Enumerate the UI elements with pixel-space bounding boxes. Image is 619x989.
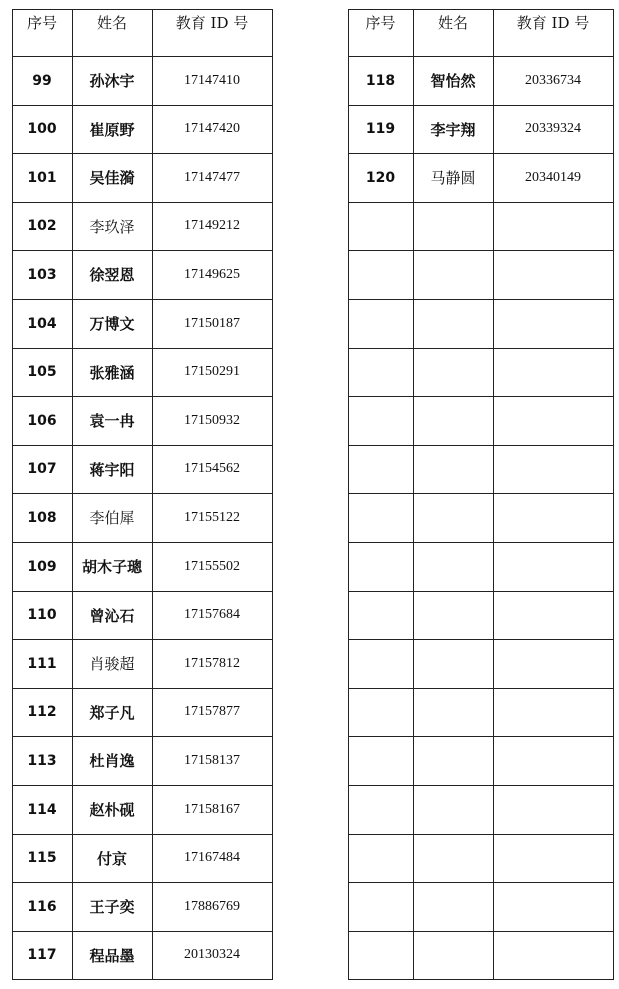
left-row-edu-id: 17150932 — [184, 412, 240, 428]
grid-hline — [348, 396, 614, 397]
left-row-seq: 116 — [27, 898, 57, 915]
grid-hline — [348, 542, 614, 543]
left-row-seq: 114 — [27, 801, 57, 818]
left-header-edu-id: 教育 ID 号 — [175, 14, 249, 32]
left-row-name: 曾沁石 — [89, 606, 135, 625]
left-row-edu-id: 17158167 — [184, 801, 240, 817]
left-row-name: 吴佳漪 — [89, 169, 135, 187]
right-header-name: 姓名 — [437, 14, 468, 32]
left-row-name: 徐翌恩 — [89, 266, 135, 284]
left-row-edu-id: 17149625 — [184, 266, 240, 282]
left-header-seq: 序号 — [26, 14, 57, 32]
left-row-edu-id: 17155502 — [184, 558, 240, 574]
left-row-name: 胡木子璁 — [81, 558, 142, 576]
left-row-seq: 100 — [27, 121, 57, 137]
grid-vline — [272, 9, 273, 980]
left-row-seq: 108 — [27, 509, 57, 526]
left-row-edu-id: 17147477 — [184, 169, 240, 185]
left-row-seq: 102 — [27, 218, 57, 234]
grid-hline — [348, 785, 614, 786]
left-row-seq: 103 — [27, 266, 57, 283]
left-row-seq: 106 — [27, 412, 57, 429]
right-row-edu-id: 20340149 — [525, 169, 581, 185]
left-row-edu-id: 17157812 — [184, 655, 240, 671]
grid-hline — [348, 931, 614, 932]
left-row-edu-id: 20130324 — [184, 947, 240, 962]
left-row-edu-id: 17158137 — [184, 752, 240, 768]
right-header-seq: 序号 — [365, 14, 396, 32]
left-row-seq: 107 — [27, 461, 57, 477]
grid-hline — [348, 299, 614, 300]
grid-hline — [348, 834, 614, 835]
left-row-seq: 104 — [27, 315, 57, 332]
right-row-name: 智怡然 — [430, 72, 476, 90]
left-row-edu-id: 17150187 — [184, 315, 240, 331]
grid-hline — [348, 202, 614, 203]
left-row-edu-id: 17155122 — [184, 509, 240, 525]
left-row-name: 万博文 — [89, 315, 135, 333]
left-row-edu-id: 17154562 — [184, 461, 240, 476]
grid-vline — [613, 9, 614, 980]
right-row-seq: 120 — [365, 169, 396, 186]
left-row-name: 崔原野 — [89, 120, 135, 139]
left-row-seq: 99 — [32, 72, 52, 89]
left-row-seq: 109 — [27, 558, 57, 575]
right-row-edu-id: 20339324 — [525, 121, 581, 136]
grid-hline — [348, 639, 614, 640]
left-row-seq: 105 — [27, 364, 57, 380]
left-row-name: 李玖泽 — [89, 217, 135, 236]
left-row-name: 孙沐宇 — [89, 72, 135, 90]
left-row-name: 郑子凡 — [89, 703, 135, 722]
left-row-name: 王子奕 — [89, 898, 135, 916]
grid-hline — [12, 979, 273, 980]
left-row-edu-id: 17157684 — [184, 607, 240, 622]
right-row-edu-id: 20336734 — [525, 72, 581, 88]
left-header-name: 姓名 — [96, 14, 127, 32]
grid-hline — [348, 688, 614, 689]
left-row-edu-id: 17167484 — [184, 850, 240, 865]
left-row-name: 杜肖逸 — [89, 752, 135, 770]
right-row-name: 马静圆 — [430, 169, 476, 187]
grid-hline — [348, 882, 614, 883]
left-row-seq: 112 — [27, 704, 57, 720]
left-row-edu-id: 17150291 — [184, 364, 240, 379]
left-row-seq: 115 — [27, 850, 57, 866]
left-row-edu-id: 17147420 — [184, 121, 240, 136]
left-row-name: 赵朴砚 — [89, 801, 135, 819]
grid-hline — [348, 979, 614, 980]
right-header-edu-id: 教育 ID 号 — [516, 14, 590, 32]
left-row-seq: 117 — [27, 947, 57, 963]
grid-hline — [348, 493, 614, 494]
left-row-edu-id: 17147410 — [184, 72, 240, 88]
left-row-seq: 110 — [27, 607, 57, 623]
grid-hline — [348, 348, 614, 349]
left-row-name: 蒋宇阳 — [89, 460, 135, 479]
left-row-name: 袁一冉 — [89, 412, 135, 430]
grid-hline — [348, 736, 614, 737]
grid-hline — [348, 591, 614, 592]
right-row-seq: 118 — [365, 72, 396, 89]
grid-hline — [348, 445, 614, 446]
grid-hline — [348, 250, 614, 251]
left-row-name: 付京 — [96, 849, 127, 868]
left-row-edu-id: 17149212 — [184, 218, 240, 233]
left-row-name: 程品墨 — [89, 946, 135, 965]
left-row-edu-id: 17157877 — [184, 704, 240, 719]
left-row-seq: 111 — [27, 655, 57, 672]
left-row-name: 李伯犀 — [89, 509, 135, 527]
left-row-seq: 101 — [27, 169, 57, 186]
right-row-name: 李宇翔 — [430, 120, 476, 139]
left-row-edu-id: 17886769 — [184, 898, 240, 914]
left-row-name: 肖骏超 — [89, 655, 135, 673]
left-row-seq: 113 — [27, 752, 57, 769]
right-row-seq: 119 — [365, 121, 396, 137]
left-row-name: 张雅涵 — [89, 363, 135, 382]
